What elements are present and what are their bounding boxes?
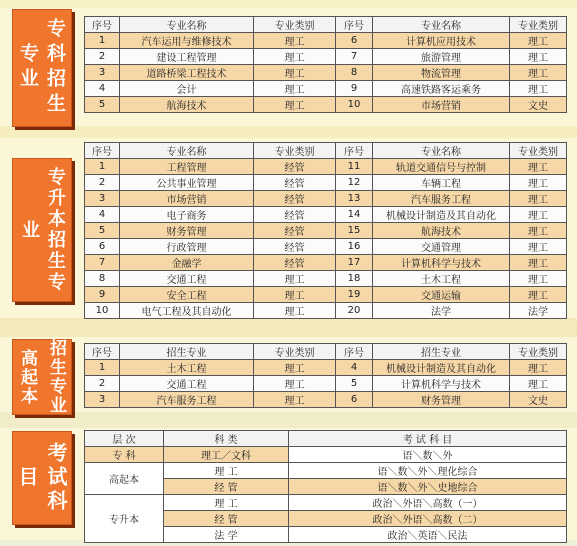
section1-tag	[12, 9, 72, 127]
table-row	[85, 303, 567, 319]
header-cell: 专业名称	[120, 17, 254, 33]
header-cell: 招生专业	[373, 344, 510, 360]
level-zhuanshengben: 专升本	[85, 495, 164, 543]
table-row	[85, 271, 567, 287]
table-cell: 轨道交通信号与控制	[373, 159, 510, 175]
table-cell: 经管	[254, 175, 336, 191]
table-row	[85, 223, 567, 239]
table-cell: 6	[85, 239, 120, 255]
table-cell: 理工	[510, 159, 567, 175]
table-row	[85, 81, 567, 97]
table-row	[85, 495, 567, 511]
table-cell: 电子商务	[120, 207, 254, 223]
table-cell: 会计	[120, 81, 254, 97]
table-cell: 交通工程	[120, 376, 254, 392]
table-cell: 5	[336, 376, 373, 392]
subjects-cell: 语＼数＼外	[289, 447, 567, 463]
header-cell: 专业类别	[510, 143, 567, 159]
table-cell: 经管	[254, 223, 336, 239]
table-cell: 理工	[254, 97, 336, 113]
table-cell: 经管	[254, 255, 336, 271]
table-cell: 理工	[254, 271, 336, 287]
table-cell: 经管	[254, 239, 336, 255]
table-cell: 8	[336, 65, 373, 81]
table-cell: 土木工程	[120, 360, 254, 376]
section2-tag-text: 专升本招生专业	[19, 167, 66, 293]
table-cell: 8	[85, 271, 120, 287]
header-cell: 专业类别	[254, 17, 336, 33]
table-cell: 理工	[510, 175, 567, 191]
table-cell: 3	[85, 65, 120, 81]
subjects-cell: 语＼数＼外＼理化综合	[289, 463, 567, 479]
table-cell: 计算机应用技术	[373, 33, 510, 49]
type-cell: 经 管	[164, 479, 289, 495]
specialty-table	[84, 16, 567, 113]
table-row	[85, 159, 567, 175]
table-cell: 16	[336, 239, 373, 255]
table-header-row	[85, 17, 567, 33]
header-cell: 序号	[336, 143, 373, 159]
table-cell: 计算机科学与技术	[373, 255, 510, 271]
table-cell: 6	[336, 33, 373, 49]
table-cell: 理工	[510, 223, 567, 239]
table-cell: 高速铁路客运乘务	[373, 81, 510, 97]
table-row	[85, 49, 567, 65]
table-cell: 14	[336, 207, 373, 223]
table-cell: 理工	[510, 287, 567, 303]
table-cell: 计算机科学与技术	[373, 376, 510, 392]
table-cell: 理工	[254, 392, 336, 408]
type-cell: 理 工	[164, 463, 289, 479]
table-row	[85, 255, 567, 271]
table-cell: 交通工程	[120, 271, 254, 287]
type-cell: 理 工	[164, 495, 289, 511]
table-cell: 2	[85, 376, 120, 392]
table-cell: 物流管理	[373, 65, 510, 81]
table-cell: 7	[85, 255, 120, 271]
table-cell: 理工	[254, 287, 336, 303]
table-cell: 法学	[510, 303, 567, 319]
type-cell: 法 学	[164, 527, 289, 543]
section1-tag-text: 专科招生专业	[17, 18, 66, 118]
table-cell: 2	[85, 49, 120, 65]
table-cell: 航海技术	[373, 223, 510, 239]
header-type: 科 类	[164, 431, 289, 447]
type-cell: 理工／文科	[164, 447, 289, 463]
table-cell: 理工	[510, 239, 567, 255]
table-cell: 理工	[510, 271, 567, 287]
table-cell: 13	[336, 191, 373, 207]
table-cell: 理工	[510, 65, 567, 81]
header-cell: 序号	[336, 344, 373, 360]
header-cell: 专业名称	[373, 143, 510, 159]
subjects-cell: 政治＼外语＼高数（二）	[289, 511, 567, 527]
table-cell: 3	[85, 191, 120, 207]
section3-tag-col1: 高起本	[17, 348, 37, 406]
table-cell: 理工	[254, 303, 336, 319]
table-cell: 理工	[254, 360, 336, 376]
table-cell: 理工	[510, 255, 567, 271]
header-cell: 序号	[336, 17, 373, 33]
table-cell: 文史	[510, 97, 567, 113]
table-cell: 1	[85, 33, 120, 49]
table-cell: 机械设计制造及其自动化	[373, 360, 510, 376]
table-cell: 安全工程	[120, 287, 254, 303]
table-cell: 19	[336, 287, 373, 303]
table-cell: 交通管理	[373, 239, 510, 255]
table-cell: 道路桥梁工程技术	[120, 65, 254, 81]
table-cell: 1	[85, 360, 120, 376]
table-row	[85, 239, 567, 255]
header-cell: 序号	[85, 143, 120, 159]
table-cell: 理工	[510, 81, 567, 97]
header-cell: 专业名称	[373, 17, 510, 33]
table-cell: 5	[85, 97, 120, 113]
table-row	[85, 376, 567, 392]
table-cell: 经管	[254, 207, 336, 223]
table-cell: 12	[336, 175, 373, 191]
table-row	[85, 287, 567, 303]
table-cell: 汽车服务工程	[373, 191, 510, 207]
section3-tag	[12, 339, 72, 415]
table-row	[85, 191, 567, 207]
table-cell: 理工	[254, 49, 336, 65]
header-cell: 专业类别	[254, 143, 336, 159]
table-cell: 10	[336, 97, 373, 113]
table-cell: 理工	[254, 376, 336, 392]
table-cell: 旅游管理	[373, 49, 510, 65]
header-cell: 招生专业	[120, 344, 254, 360]
header-cell: 专业类别	[510, 17, 567, 33]
subjects-cell: 政治＼英语＼民法	[289, 527, 567, 543]
table-cell: 车辆工程	[373, 175, 510, 191]
section4-tag	[12, 431, 72, 525]
table-row	[85, 65, 567, 81]
table-cell: 10	[85, 303, 120, 319]
upgrade-table	[84, 142, 567, 319]
level-gaoqiben: 高起本	[85, 463, 164, 495]
header-cell: 专业类别	[510, 344, 567, 360]
table-cell: 理工	[510, 360, 567, 376]
table-header-row	[85, 344, 567, 360]
table-cell: 理工	[510, 33, 567, 49]
table-cell: 6	[336, 392, 373, 408]
table-cell: 4	[336, 360, 373, 376]
table-row	[85, 447, 567, 463]
subjects-cell: 政治＼外语＼高数（一）	[289, 495, 567, 511]
table-cell: 理工	[254, 65, 336, 81]
table-cell: 汽车服务工程	[120, 392, 254, 408]
table-cell: 20	[336, 303, 373, 319]
table-cell: 土木工程	[373, 271, 510, 287]
header-cell: 序号	[85, 17, 120, 33]
table-row	[85, 97, 567, 113]
table-cell: 经管	[254, 191, 336, 207]
table-cell: 7	[336, 49, 373, 65]
subjects-cell: 语＼数＼外＼史地综合	[289, 479, 567, 495]
table-row	[85, 392, 567, 408]
table-cell: 4	[85, 81, 120, 97]
high-to-bachelor-table	[84, 343, 567, 408]
header-cell: 专业类别	[254, 344, 336, 360]
header-cell: 专业名称	[120, 143, 254, 159]
table-cell: 2	[85, 175, 120, 191]
table-cell: 行政管理	[120, 239, 254, 255]
table-cell: 11	[336, 159, 373, 175]
table-cell: 理工	[510, 376, 567, 392]
table-cell: 汽车运用与维修技术	[120, 33, 254, 49]
table-cell: 9	[85, 287, 120, 303]
table-row	[85, 175, 567, 191]
table-cell: 公共事业管理	[120, 175, 254, 191]
table-cell: 17	[336, 255, 373, 271]
table-header-row	[85, 143, 567, 159]
table-row	[85, 33, 567, 49]
table-cell: 1	[85, 159, 120, 175]
table-row	[85, 463, 567, 479]
table-row	[85, 360, 567, 376]
table-cell: 5	[85, 223, 120, 239]
table-cell: 市场营销	[120, 191, 254, 207]
table-cell: 理工	[254, 33, 336, 49]
table-header-row	[85, 431, 567, 447]
table-cell: 经管	[254, 159, 336, 175]
table-cell: 文史	[510, 392, 567, 408]
table-cell: 航海技术	[120, 97, 254, 113]
table-cell: 电气工程及其自动化	[120, 303, 254, 319]
table-cell: 理工	[510, 191, 567, 207]
table-cell: 建设工程管理	[120, 49, 254, 65]
table-cell: 理工	[510, 49, 567, 65]
header-cell: 序号	[85, 344, 120, 360]
section3-tag-col2: 招生专业	[46, 339, 66, 415]
table-cell: 18	[336, 271, 373, 287]
table-cell: 理工	[510, 207, 567, 223]
header-subjects: 考 试 科 目	[289, 431, 567, 447]
table-cell: 财务管理	[120, 223, 254, 239]
section2-tag	[12, 158, 72, 302]
table-cell: 理工	[254, 81, 336, 97]
table-cell: 金融学	[120, 255, 254, 271]
level-zhuanke: 专 科	[85, 447, 164, 463]
section4-tag-text: 考试科目	[15, 442, 68, 514]
table-cell: 3	[85, 392, 120, 408]
type-cell: 经 管	[164, 511, 289, 527]
table-cell: 市场营销	[373, 97, 510, 113]
header-level: 层 次	[85, 431, 164, 447]
table-cell: 交通运输	[373, 287, 510, 303]
table-cell: 15	[336, 223, 373, 239]
table-cell: 9	[336, 81, 373, 97]
table-cell: 财务管理	[373, 392, 510, 408]
exam-subjects-table	[84, 430, 567, 543]
table-cell: 机械设计制造及其自动化	[373, 207, 510, 223]
table-cell: 法学	[373, 303, 510, 319]
table-row	[85, 207, 567, 223]
table-cell: 工程管理	[120, 159, 254, 175]
table-cell: 4	[85, 207, 120, 223]
